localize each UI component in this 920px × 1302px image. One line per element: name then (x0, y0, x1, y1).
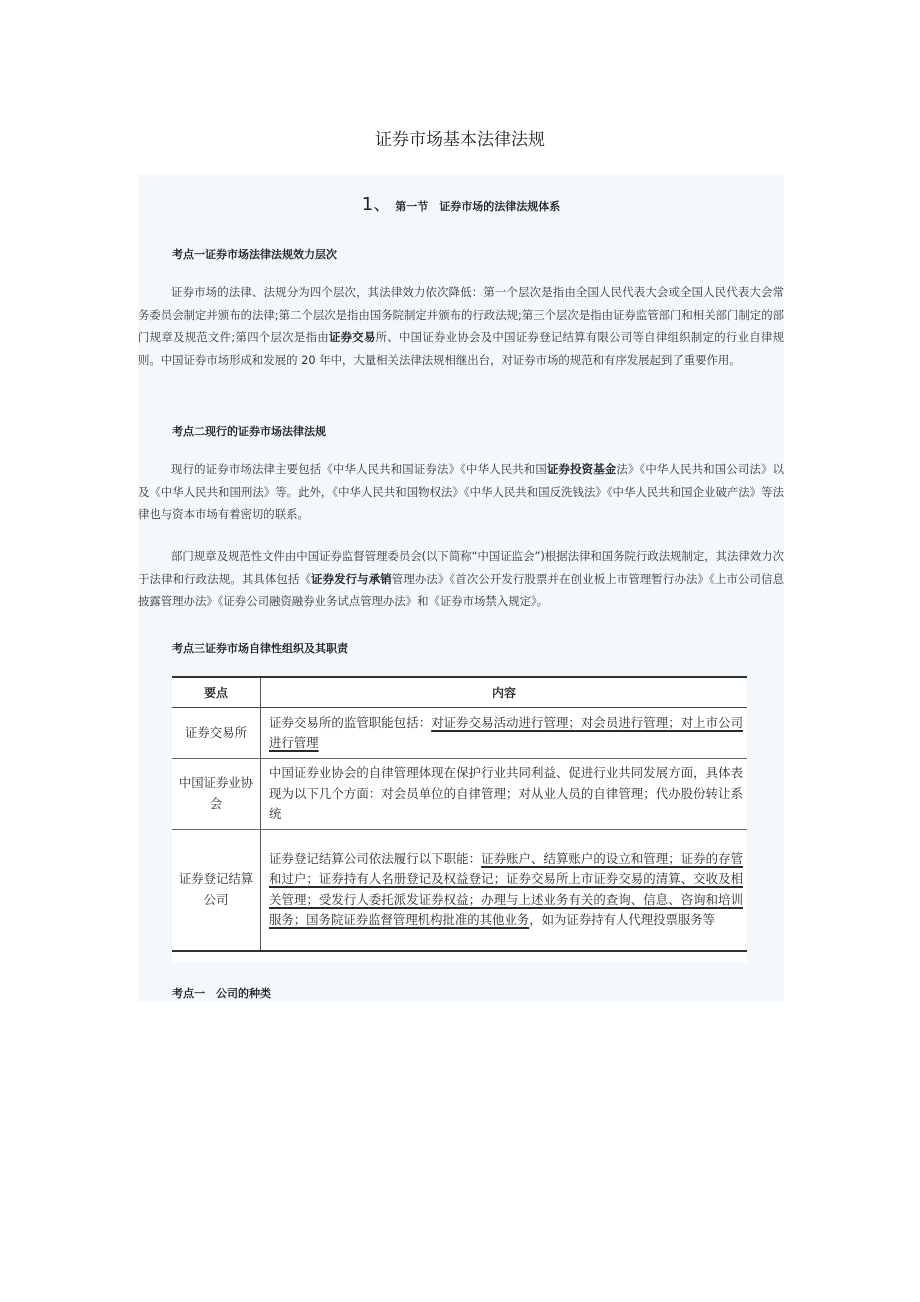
section-number: 1、 (361, 194, 392, 215)
point1-title: 考点一证券市场法律法规效力层次 (172, 248, 337, 261)
row-content: 证券交易所的监管职能包括：对证券交易活动进行管理；对会员进行管理；对上市公司进行管理 (261, 708, 748, 759)
duties-table (172, 676, 747, 952)
section-title: 第一节 证券市场的法律法规体系 (395, 200, 561, 213)
header-content: 内容 (261, 677, 748, 708)
row-content: 证券登记结算公司依法履行以下职能：证券账户、结算账户的设立和管理；证券的存管和过户；证券持有人名册登记及权益登记；证券交易所上市证券交易的清算、交收及相关管理；受发行人委托派发证券权益；办理与上述业务有关的查询、信息、咨询和培训服务；国务院证券监督管理机构批准的其他业务，如为证券持有人代理投票服务等 (261, 829, 748, 951)
point2-paragraph-1: 现行的证券市场法律主要包括《中华人民共和国证券法》《中华人民共和国证券投资基金法》《中华人民共和国公司法》以及《中华人民共和国刑法》等。此外，《中华人民共和国物权法》《中华人民共和国反洗钱法》《中华人民共和国企业破产法》等法律也与资本市场有着密切的联系。 (138, 462, 784, 521)
header-key: 要点 (172, 677, 261, 708)
duties-table-image (172, 676, 747, 962)
table-header-row (172, 677, 747, 708)
content-panel (138, 174, 784, 1002)
row-key: 中国证券业协会 (172, 759, 261, 830)
point2-title: 考点二现行的证券市场法律法规 (172, 425, 326, 438)
point4-title: 考点一 公司的种类 (172, 987, 271, 1000)
document-title: 证券市场基本法律法规 (375, 130, 545, 150)
table-row (172, 829, 747, 951)
point2-paragraph-2: 部门规章及规范性文件由中国证券监督管理委员会(以下简称“中国证监会”)根据法律和国务院行政法规制定，其法律效力次于法律和行政法规。其具体包括《证券发行与承销管理办法》《首次公开发行股票并在创业板上市管理暂行办法》《上市公司信息披露管理办法》《证券公司融资融券业务试点管理办法》和《证券市场禁入规定》。 (138, 549, 785, 608)
section-heading (138, 190, 784, 216)
row-key: 证券登记结算公司 (172, 829, 261, 951)
table-row (172, 708, 747, 759)
row-key: 证券交易所 (172, 708, 261, 759)
table-row (172, 759, 747, 830)
point3-title: 考点三证券市场自律性组织及其职责 (172, 642, 348, 655)
point1-paragraph: 证券市场的法律、法规分为四个层次，其法律效力依次降低：第一个层次是指由全国人民代表大会或全国人民代表大会常务委员会制定并颁布的法律;第二个层次是指由国务院制定并颁布的行政法规;第三个层次是指由证券监管部门和相关部门制定的部门规章及规范文件;第四个层次是指由证券交易所、中国证券业协会及中国证券登记结算有限公司等自律组织制定的行业自律规则。中国证券市场形成和发展的 20 年中，大量相关法律法规相继出台，对证券市场的规范和有序发展起到了重要作用。 (138, 285, 784, 367)
row-content: 中国证券业协会的自律管理体现在保护行业共同利益、促进行业共同发展方面，具体表现为以下几个方面：对会员单位的自律管理；对从业人员的自律管理；代办股份转让系统 (261, 759, 748, 830)
